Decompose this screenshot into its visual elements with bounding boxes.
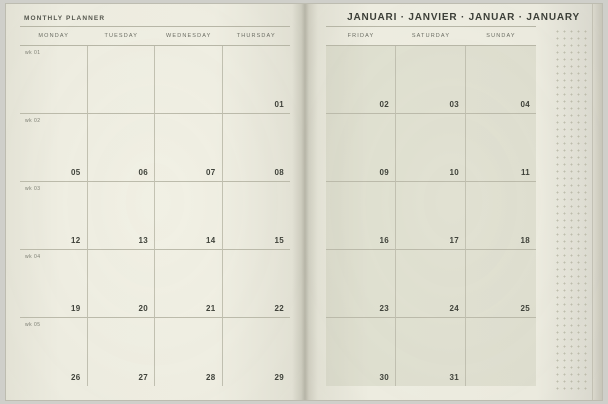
week-label: wk 02 [25, 118, 41, 124]
day-number: 09 [379, 168, 389, 177]
table-row[interactable] [396, 250, 466, 318]
day-number: 06 [138, 168, 148, 177]
left-day-name-row [20, 28, 290, 44]
day-number: 04 [520, 100, 530, 109]
day-number: 22 [274, 304, 284, 313]
day-number: 19 [71, 304, 81, 313]
left-month-grid [20, 46, 290, 386]
day-name-friday: FRIDAY [347, 33, 375, 39]
day-number: 15 [274, 236, 284, 245]
day-number: 11 [520, 168, 530, 177]
week-label: wk 03 [25, 186, 41, 192]
left-page-header: MONTHLY PLANNER [24, 15, 106, 22]
day-number: 12 [71, 236, 81, 245]
table-row[interactable] [326, 318, 396, 386]
page-edge-stack [592, 4, 602, 400]
day-name-saturday: SATURDAY [411, 33, 451, 39]
day-number: 01 [274, 100, 284, 109]
table-row[interactable] [396, 318, 466, 386]
day-number: 25 [520, 304, 530, 313]
right-day-name-row [326, 28, 536, 44]
right-header-rule-top [326, 26, 536, 27]
day-number: 17 [449, 236, 459, 245]
day-number: 26 [71, 373, 81, 382]
book-block [6, 4, 602, 400]
day-number: 03 [449, 100, 459, 109]
table-row[interactable] [223, 318, 291, 386]
table-row[interactable] [466, 318, 536, 386]
table-row[interactable] [20, 318, 88, 386]
table-row[interactable] [88, 318, 156, 386]
table-row[interactable] [326, 250, 396, 318]
day-name-monday: MONDAY [38, 33, 70, 39]
table-row[interactable] [20, 46, 88, 114]
day-number: 10 [449, 168, 459, 177]
day-number: 27 [138, 373, 148, 382]
day-number: 08 [274, 168, 284, 177]
day-number: 13 [138, 236, 148, 245]
table-row[interactable] [466, 46, 536, 114]
day-name-thursday: THURSDAY [236, 33, 276, 39]
week-label: wk 05 [25, 322, 41, 328]
day-number: 28 [206, 373, 216, 382]
day-name-sunday: SUNDAY [486, 33, 516, 39]
day-number: 02 [379, 100, 389, 109]
day-number: 29 [274, 373, 284, 382]
table-row[interactable] [20, 250, 88, 318]
right-page [304, 4, 602, 400]
table-row[interactable] [223, 182, 291, 250]
table-row[interactable] [88, 250, 156, 318]
table-row[interactable] [155, 318, 223, 386]
table-row[interactable] [466, 250, 536, 318]
left-header-rule-top [20, 26, 290, 27]
table-row[interactable] [88, 46, 156, 114]
day-number: 16 [379, 236, 389, 245]
table-row[interactable] [466, 114, 536, 182]
dotted-margin [554, 28, 590, 390]
table-row[interactable] [396, 182, 466, 250]
day-name-tuesday: TUESDAY [104, 33, 139, 39]
right-page-header: JANUARI · JANVIER · JANUAR · JANUARY [347, 12, 580, 23]
table-row[interactable] [223, 114, 291, 182]
table-row[interactable] [223, 46, 291, 114]
table-row[interactable] [155, 46, 223, 114]
table-row[interactable] [466, 182, 536, 250]
left-page [6, 4, 304, 400]
table-row[interactable] [155, 114, 223, 182]
week-label: wk 04 [25, 254, 41, 260]
table-row[interactable] [88, 182, 156, 250]
table-row[interactable] [326, 182, 396, 250]
table-row[interactable] [20, 114, 88, 182]
table-row[interactable] [88, 114, 156, 182]
day-number: 07 [206, 168, 216, 177]
day-number: 18 [520, 236, 530, 245]
day-number: 21 [206, 304, 216, 313]
day-number: 31 [449, 373, 459, 382]
day-number: 23 [379, 304, 389, 313]
day-number: 20 [138, 304, 148, 313]
table-row[interactable] [396, 114, 466, 182]
week-label: wk 01 [25, 50, 41, 56]
table-row[interactable] [326, 114, 396, 182]
day-number: 30 [379, 373, 389, 382]
day-name-wednesday: WEDNESDAY [166, 33, 212, 39]
day-number: 14 [206, 236, 216, 245]
day-number: 05 [71, 168, 81, 177]
table-row[interactable] [396, 46, 466, 114]
table-row[interactable] [223, 250, 291, 318]
day-number: 24 [449, 304, 459, 313]
table-row[interactable] [155, 250, 223, 318]
right-month-grid [326, 46, 536, 386]
table-row[interactable] [326, 46, 396, 114]
table-row[interactable] [20, 182, 88, 250]
table-row[interactable] [155, 182, 223, 250]
